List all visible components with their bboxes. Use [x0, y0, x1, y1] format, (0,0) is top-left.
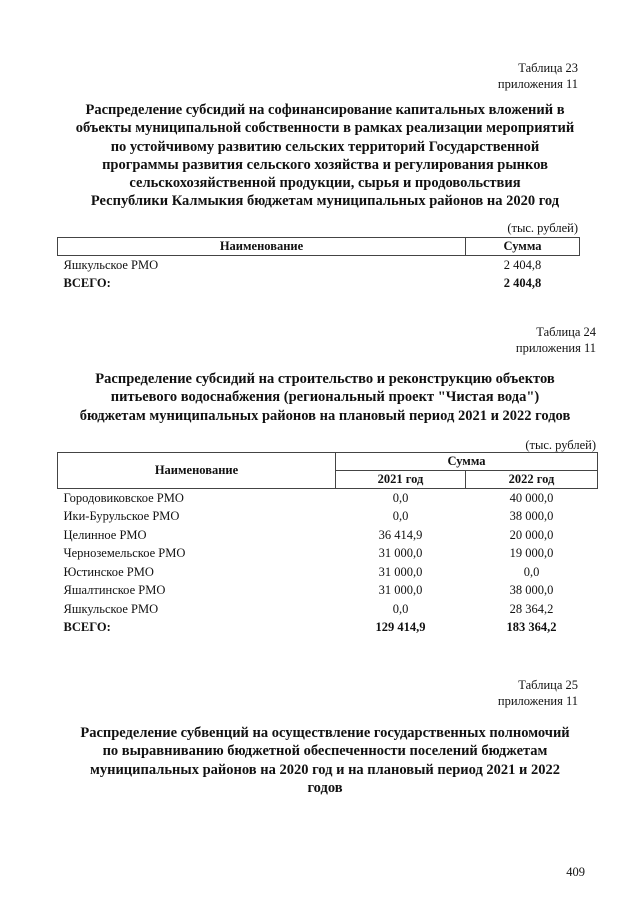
- row-2021: 36 414,9: [378, 527, 423, 542]
- row-name: Яшалтинское РМО: [63, 583, 166, 598]
- table23-title: [40, 101, 610, 211]
- table-row: [58, 545, 598, 564]
- table24-title: [40, 370, 610, 425]
- row-2021: 0,0: [392, 601, 409, 616]
- appendix-label: приложения 11: [515, 341, 596, 355]
- table-row: [58, 600, 598, 619]
- row-2022: 38 000,0: [509, 583, 554, 598]
- row-2021: 31 000,0: [378, 546, 423, 561]
- table24: [57, 452, 598, 637]
- title-line: по выравниванию бюджетной обеспеченности поселений бюджетам: [102, 743, 548, 760]
- row-2021: 0,0: [392, 509, 409, 524]
- table-header: [58, 238, 580, 256]
- title-line: годов: [307, 779, 343, 796]
- title-line: программы развития сельского хозяйства и регулирования рынков: [102, 156, 548, 173]
- total-label: ВСЕГО:: [63, 620, 111, 635]
- row-name: Яшкульское РМО: [63, 601, 159, 616]
- row-name: Юстинское РМО: [63, 564, 154, 579]
- appendix-label: приложения 11: [497, 694, 578, 708]
- title-line: бюджетам муниципальных районов на плановый период 2021 и 2022 годов: [79, 407, 571, 424]
- row-2021: 0,0: [392, 490, 409, 505]
- table25-reference: [498, 677, 578, 709]
- row-name: Черноземельское РМО: [63, 546, 186, 561]
- table-row: [58, 563, 598, 582]
- table-row: [58, 508, 598, 527]
- title-line: сельскохозяйственной продукции, сырья и продовольствия: [129, 175, 521, 192]
- row-name: Городовиковское РМО: [63, 490, 184, 505]
- header-name: Наименование: [58, 238, 466, 256]
- header-name: Наименование: [58, 453, 336, 489]
- table23-reference: [498, 60, 578, 92]
- row-name: Целинное РМО: [63, 527, 147, 542]
- row-2021: 31 000,0: [378, 564, 423, 579]
- table-row: [58, 256, 580, 275]
- table-label: Таблица 23: [518, 61, 578, 75]
- row-sum: 2 404,8: [503, 257, 542, 272]
- table24-reference: [516, 324, 596, 356]
- row-name: Яшкульское РМО: [63, 257, 159, 272]
- row-2022: 38 000,0: [509, 509, 554, 524]
- header-sum: Сумма: [466, 238, 580, 256]
- total-2022: 183 364,2: [506, 620, 557, 635]
- table-header: [58, 453, 598, 471]
- title-line: объекты муниципальной собственности в рамках реализации мероприятий: [75, 120, 575, 137]
- title-line: Распределение субсидий на строительство и реконструкцию объектов: [95, 371, 555, 387]
- row-2022: 40 000,0: [509, 490, 554, 505]
- table-total-row: [58, 619, 598, 638]
- title-line: питьевого водоснабжения (региональный проект "Чистая вода"): [110, 389, 540, 406]
- header-sum: Сумма: [336, 453, 598, 471]
- title-line: Распределение субсидий на софинансирование капитальных вложений в: [85, 102, 565, 118]
- table-label: Таблица 24: [536, 325, 596, 339]
- table23: [57, 237, 580, 293]
- title-line: Распределение субвенций на осуществление государственных полномочий: [80, 725, 570, 741]
- row-2022: 19 000,0: [509, 546, 554, 561]
- row-2022: 0,0: [523, 564, 540, 579]
- unit-label: (тыс. рублей): [525, 438, 596, 452]
- total-sum: 2 404,8: [503, 276, 542, 291]
- page-number: 409: [566, 865, 585, 879]
- table-row: [58, 582, 598, 601]
- appendix-label: приложения 11: [497, 77, 578, 91]
- table-total-row: [58, 275, 580, 294]
- header-2021: 2021 год: [336, 471, 466, 489]
- title-line: по устойчивому развитию сельских территорий Государственной: [110, 138, 540, 155]
- table-row: [58, 489, 598, 508]
- row-name: Ики-Бурульское РМО: [63, 509, 180, 524]
- header-2022: 2022 год: [466, 471, 598, 489]
- row-2021: 31 000,0: [378, 583, 423, 598]
- unit-label: (тыс. рублей): [507, 221, 578, 235]
- title-line: муниципальных районов на 2020 год и на плановый период 2021 и 2022: [89, 761, 561, 778]
- table-label: Таблица 25: [518, 678, 578, 692]
- row-2022: 28 364,2: [509, 601, 554, 616]
- table-row: [58, 526, 598, 545]
- total-2021: 129 414,9: [375, 620, 426, 635]
- total-label: ВСЕГО:: [63, 276, 111, 291]
- row-2022: 20 000,0: [509, 527, 554, 542]
- title-line: Республики Калмыкия бюджетам муниципальных районов на 2020 год: [90, 193, 560, 210]
- table25-title: [40, 724, 610, 797]
